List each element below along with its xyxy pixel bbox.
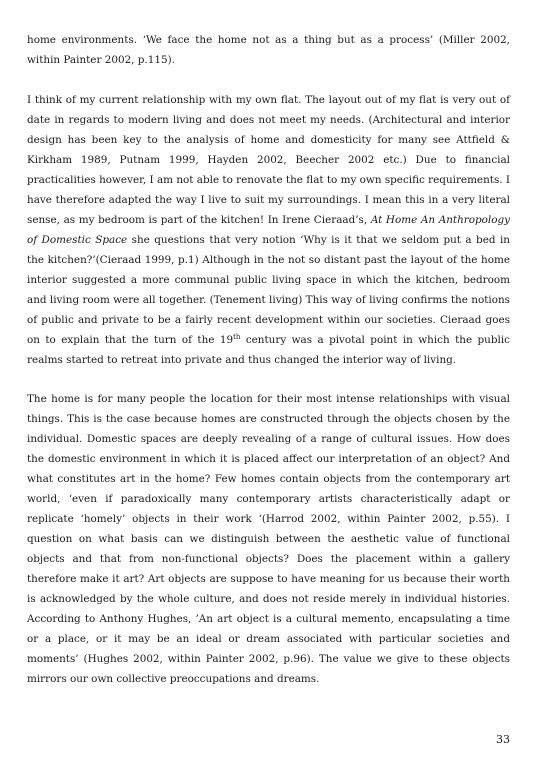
paragraph-1	[27, 30, 510, 70]
paragraph-spacer	[27, 70, 510, 90]
book-title: At Home An Anthropology of Domestic Space	[27, 214, 510, 246]
ordinal-superscript: th	[233, 333, 241, 341]
paragraph-spacer	[27, 370, 510, 389]
paragraph-1-text: home environments. ‘We face the home not as a thing but as a process’ (Miller 2002, within Painter 2002, p.115).	[27, 34, 510, 66]
paragraph-2-text-a: I think of my current relationship with my own flat. The layout out of my flat is very out of date in regards to modern living and does not meet my needs. (Architectural and interior design has been key to the analysis of home and domesticity for many see Attfield & Kirkham 1989, Putnam 1999, Hayden 2002, Beecher 2002 etc.) Due to financial practicalities however, I am not able to renovate the flat to my own specific requirements. I have therefore adapted the way I live to suit my surroundings. I mean this in a very literal sense, as my bedroom is part of the kitchen! In Irene Cieraad’s,	[27, 94, 510, 226]
paragraph-3-text: The home is for many people the location for their most intense relationships with visual things. This is the case because homes are constructed through the objects chosen by the individual. Domestic spaces are deeply revealing of a range of cultural issues. How does the domestic environment in which it is placed affect our interpretation of an object? And what constitutes art in the home? Few homes contain objects from the contemporary art world, ‘even if paradoxically many contemporary artists characteristically adapt or replicate ‘homely’ objects in their work ‘(Harrod 2002, within Painter 2002, p.55). I question on what basis can we distinguish between the aesthetic value of functional objects and that from non-functional objects? Does the placement within a gallery therefore make it art? Art objects are suppose to have meaning for us because their worth is acknowledged by the whole culture, and does not reside merely in individual histories. According to Anthony Hughes, ’An art object is a cultural memento, encapsulating a time or a place, or it may be an ideal or dream associated with particular societies and moments’ (Hughes 2002, within Painter 2002, p.96). The value we give to these objects mirrors our own collective preoccupations and dreams.	[27, 393, 510, 685]
paragraph-2-text-b: she questions that very notion ‘Why is it that we seldom put a bed in the kitchen?’(Cieraad 1999, p.1) Although in the not so distant past the layout of the home interior suggested a more communal public living space in which the kitchen, bedroom and living room were all together. (Tenement living) This way of living confirms the notions of public and private to be a fairly recent development within our societies. Cieraad goes on to explain that the turn of the 19	[27, 234, 510, 346]
paragraph-2-text-c: century was a pivotal point in which the public realms started to retreat into private and thus changed the interior way of living.	[27, 334, 510, 366]
document-body	[27, 30, 510, 689]
page-number: 33	[496, 733, 510, 746]
paragraph-3	[27, 389, 510, 689]
paragraph-2	[27, 90, 510, 370]
